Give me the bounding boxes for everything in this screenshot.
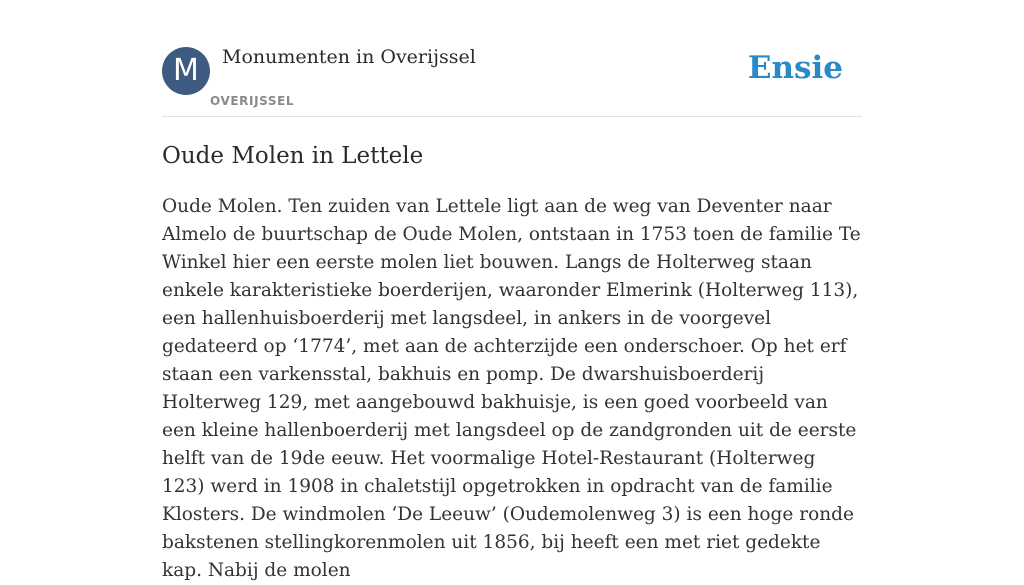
ensie-logo[interactable]: Ensie <box>747 50 843 86</box>
category-label[interactable]: OVERIJSSEL <box>210 94 295 108</box>
article-title: Oude Molen in Lettele <box>162 143 424 169</box>
avatar[interactable]: M <box>162 47 210 95</box>
article-body: Oude Molen. Ten zuiden van Lettele ligt aan de weg van Deventer naar Almelo de buurtschap de Oude Molen, ontstaan in 1753 toen de familie Te Winkel hier een eerste molen liet bouwen. Langs de Holterweg staan enkele karakteristieke boerderijen, waaronder Elmerink (Holterweg 113), een hallenhuisboerderij met langsdeel, in ankers in de voorgevel gedateerd op ‘1774’, met aan de achterzijde een onderschoer. Op het erf staan een varkensstal, bakhuis en pomp. De dwarshuisboerderij Holterweg 129, met aangebouwd bakhuisje, is een goed voorbeeld van een kleine hallenboerderij met langsdeel op de zandgronden uit de eerste helft van de 19de eeuw. Het voormalige Hotel-Restaurant (Holterweg 123) werd in 1908 in chaletstijl opgetrokken in opdracht van de familie Klosters. De windmolen ‘De Leeuw’ (Oudemolenweg 3) is een hoge ronde bakstenen stellingkorenmolen uit 1856, bij heeft een met riet gedekte kap. Nabij de molen <box>162 196 861 581</box>
header <box>162 0 862 117</box>
page-container <box>162 0 862 585</box>
collection-title[interactable]: Monumenten in Overijssel <box>222 46 476 68</box>
